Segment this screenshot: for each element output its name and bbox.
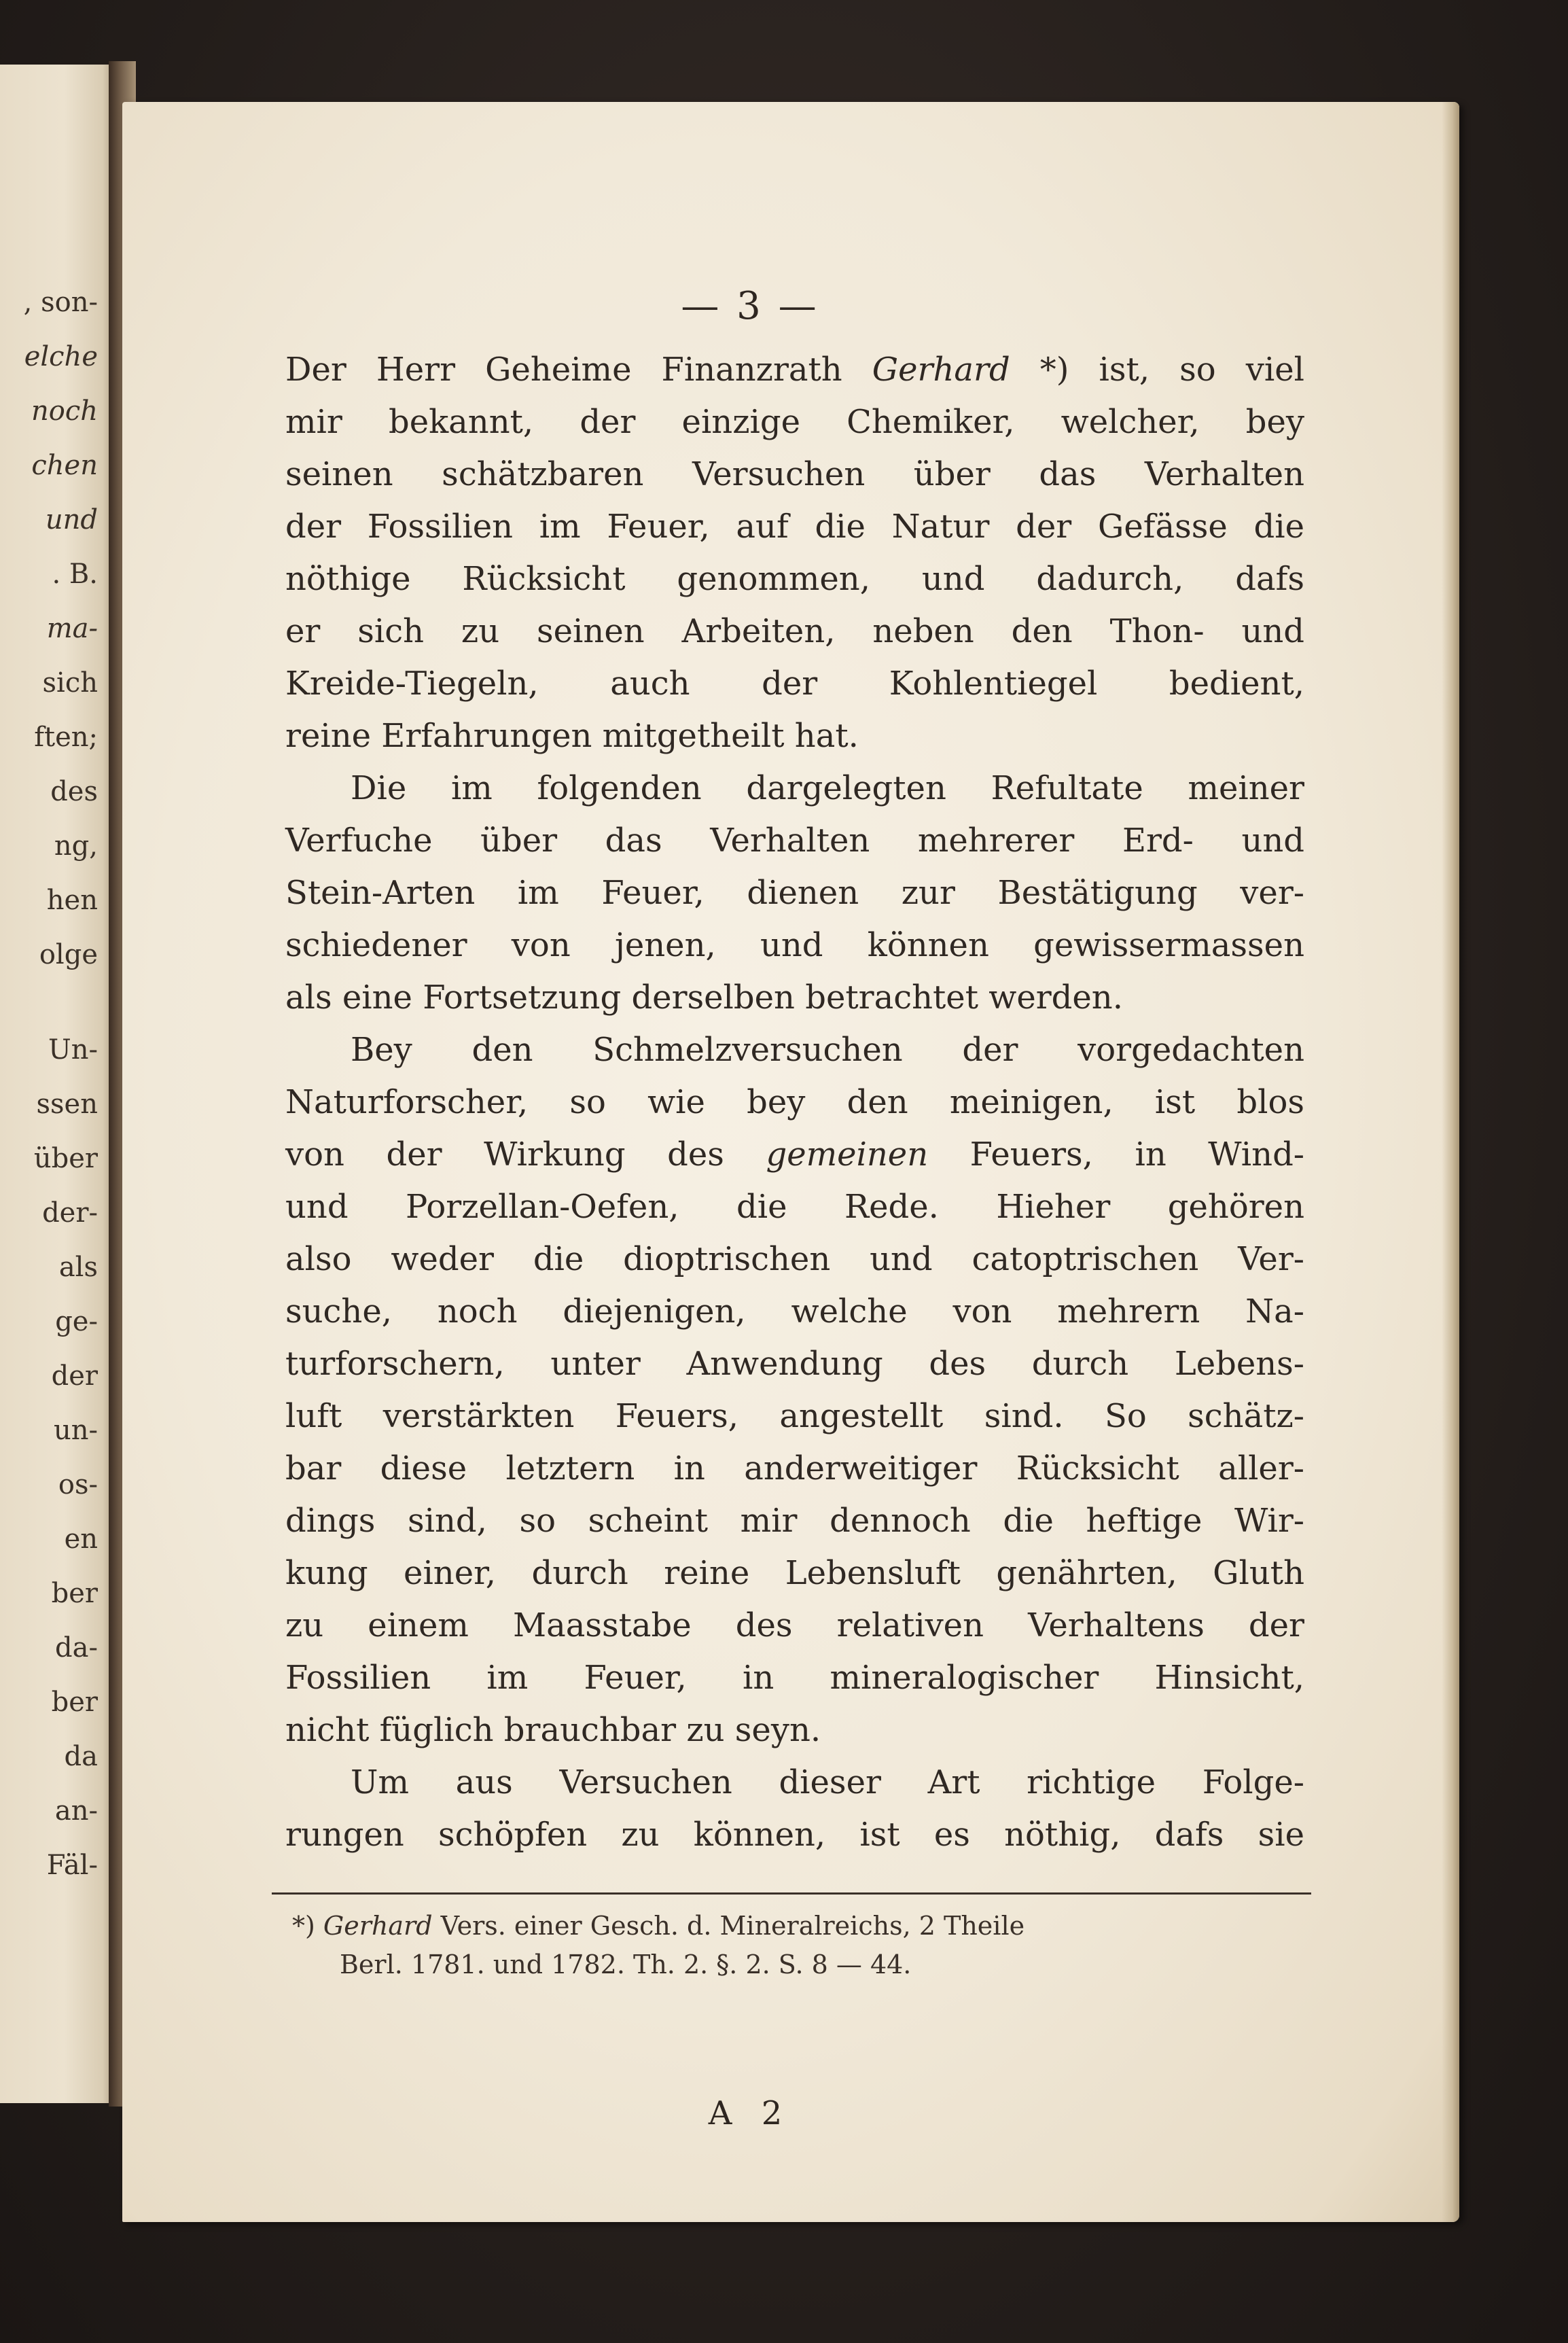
footnote-line-1-rest: Vers. einer Gesch. d. Mineralreichs, 2 Theile — [440, 1911, 1025, 1941]
facing-page-fragment: noch — [31, 395, 98, 427]
facing-page-fragment: olge — [39, 939, 98, 970]
text-line-11: Stein-Arten im Feuer, dienen zur Bestätigung ver- — [285, 874, 1304, 912]
footnote-line-2: Berl. 1781. und 1782. Th. 2. §. 2. S. 8 — 44. — [340, 1950, 912, 1979]
text-line-8: reine Erfahrungen mitgetheilt hat. — [285, 717, 859, 755]
text-line-26: Fossilien im Feuer, in mineralogischer Hinsicht, — [285, 1659, 1304, 1697]
facing-page-fragment: , son- — [23, 287, 98, 318]
facing-page-fragment: da- — [55, 1632, 98, 1663]
facing-page-fragment: hen — [46, 885, 98, 916]
footnote-line-1 — [292, 1913, 1024, 1939]
facing-page-fragment: an- — [54, 1795, 98, 1827]
text-line-19: suche, noch diejenigen, welche von mehrern Na- — [285, 1292, 1304, 1331]
text-line-23: dings sind, so scheint mir dennoch die heftige Wir- — [285, 1502, 1304, 1540]
text-line-18: also weder die dioptrischen und catoptrischen Ver- — [285, 1240, 1304, 1278]
facing-page-left — [0, 65, 117, 2103]
facing-page-fragment: der — [51, 1360, 98, 1392]
emphasis-gemeinen: gemeinen — [766, 1135, 929, 1174]
footnote-rule — [272, 1892, 1311, 1895]
facing-page-fragment: un- — [53, 1415, 98, 1446]
text-line-16 — [285, 1135, 1305, 1174]
text-line-28: Um aus Versuchen dieser Art richtige Folge- — [351, 1763, 1304, 1801]
facing-page-fragment: ber — [51, 1687, 98, 1718]
text-line-25: zu einem Maasstabe des relativen Verhaltens der — [285, 1606, 1304, 1644]
text-line-29: rungen schöpfen zu können, ist es nöthig, dafs sie — [285, 1816, 1304, 1854]
facing-page-fragment: des — [50, 776, 98, 807]
printer-signature: A 2 — [708, 2094, 792, 2132]
text-line-27: nicht füglich brauchbar zu seyn. — [285, 1711, 821, 1749]
text-line-17: und Porzellan-Oefen, die Rede. Hieher gehören — [285, 1188, 1304, 1226]
text-line-1 — [285, 351, 1304, 389]
text-line-1-b: *) ist, so viel — [1010, 351, 1304, 389]
text-line-3: seinen schätzbaren Versuchen über das Verhalten — [285, 455, 1304, 493]
text-line-9: Die im folgenden dargelegten Refultate meiner — [351, 769, 1304, 807]
facing-page-fragment: en — [64, 1523, 98, 1555]
facing-page-fragment: ften; — [34, 722, 98, 753]
facing-page-fragment: der- — [42, 1197, 98, 1229]
text-line-15: Naturforscher, so wie bey den meinigen, ist blos — [285, 1083, 1304, 1121]
facing-page-fragment: als — [58, 1252, 98, 1283]
text-line-2: mir bekannt, der einzige Chemiker, welcher, bey — [285, 403, 1304, 441]
footnote-marker: *) — [292, 1911, 315, 1941]
text-line-16-a: von der Wirkung des — [285, 1135, 766, 1174]
facing-page-fragment: über — [33, 1143, 98, 1174]
facing-page-fragment: elche — [24, 341, 98, 372]
author-name: Gerhard — [872, 351, 1010, 389]
facing-page-fragment: Fäl- — [46, 1850, 98, 1881]
page-edge — [1442, 102, 1459, 2222]
text-line-24: kung einer, durch reine Lebensluft genährten, Gluth — [285, 1554, 1304, 1592]
text-line-6: er sich zu seinen Arbeiten, neben den Thon- und — [285, 612, 1304, 650]
facing-page-fragment: da — [64, 1741, 98, 1772]
text-line-7: Kreide-Tiegeln, auch der Kohlentiegel bedient, — [285, 665, 1304, 703]
facing-page-fragment: os- — [58, 1469, 98, 1500]
facing-page-fragment: ge- — [55, 1306, 98, 1337]
text-line-21: luft verstärkten Feuers, angestellt sind. So schätz- — [285, 1397, 1304, 1435]
text-line-20: turforschern, unter Anwendung des durch Lebens- — [285, 1345, 1304, 1383]
facing-page-fragment: sich — [42, 667, 98, 699]
text-line-10: Verfuche über das Verhalten mehrerer Erd- und — [285, 822, 1304, 860]
text-line-4: der Fossilien im Feuer, auf die Natur der Gefässe die — [285, 508, 1304, 546]
text-line-5: nöthige Rücksicht genommen, und dadurch, dafs — [285, 560, 1304, 598]
page-number: — 3 — — [681, 284, 819, 328]
facing-page-fragment: . B. — [52, 559, 98, 590]
text-line-16-b: Feuers, in Wind- — [928, 1135, 1305, 1174]
facing-page-fragment: ssen — [36, 1089, 98, 1120]
facing-page-fragment: chen — [31, 450, 98, 481]
text-line-12: schiedener von jenen, und können gewissermassen — [285, 926, 1304, 964]
text-line-22: bar diese letztern in anderweitiger Rücksicht aller- — [285, 1449, 1304, 1487]
text-line-1-a: Der Herr Geheime Finanzrath — [285, 351, 872, 389]
facing-page-fragment: ma- — [46, 613, 98, 644]
facing-page-fragment: und — [45, 504, 98, 535]
footnote-author: Gerhard — [323, 1911, 433, 1941]
text-line-14: Bey den Schmelzversuchen der vorgedachten — [351, 1031, 1304, 1069]
text-line-13: als eine Fortsetzung derselben betrachtet werden. — [285, 979, 1123, 1017]
facing-page-fragment: Un- — [48, 1034, 98, 1065]
facing-page-fragment: ber — [51, 1578, 98, 1609]
facing-page-fragment: ng, — [54, 830, 98, 862]
book-page — [122, 102, 1459, 2222]
